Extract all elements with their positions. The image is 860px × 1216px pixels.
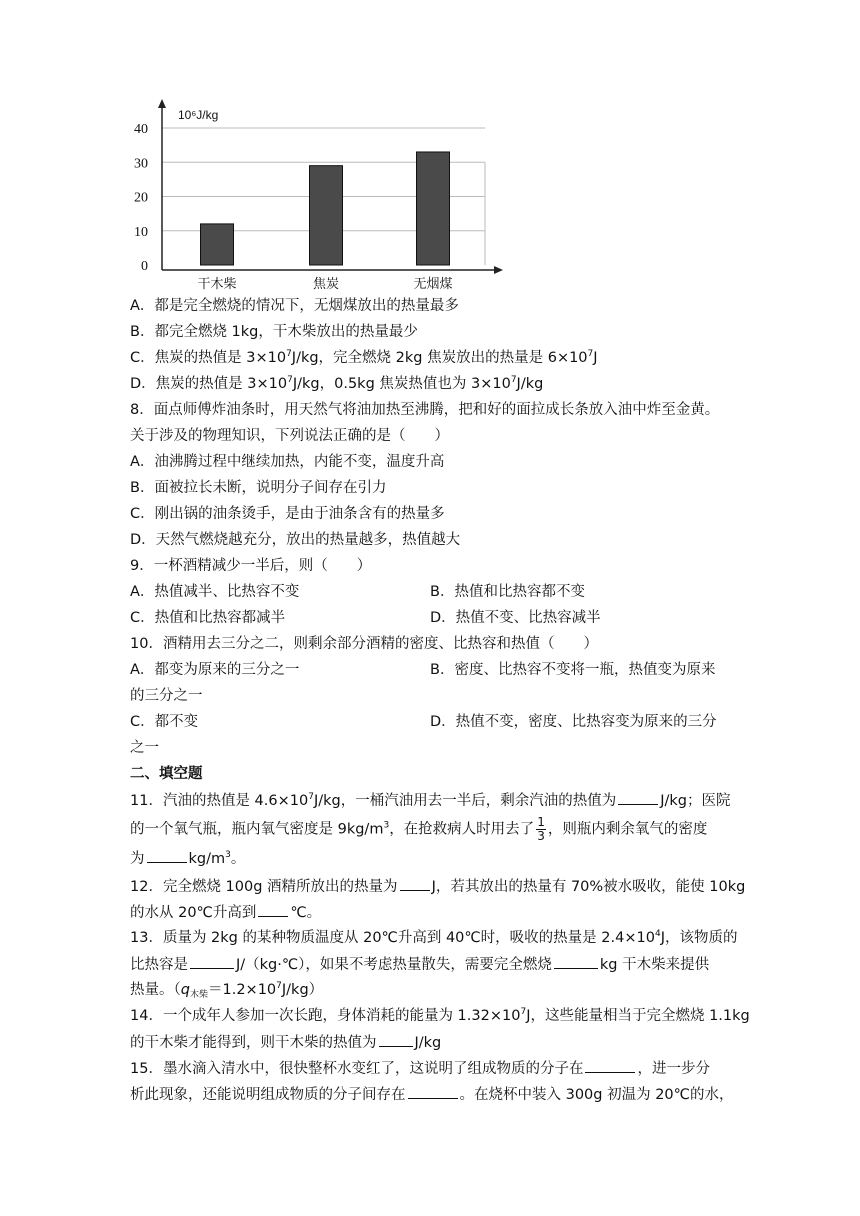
- bar-chart: [110, 95, 530, 295]
- chart-bars: [201, 152, 450, 265]
- chart-y-tick-labels: [134, 122, 148, 274]
- answer-blank[interactable]: [618, 790, 658, 805]
- answer-blank[interactable]: [585, 1058, 635, 1073]
- q7-option-a: A．都是完全燃烧的情况下，无烟煤放出的热量最多: [130, 298, 459, 314]
- answer-blank[interactable]: [190, 954, 234, 969]
- q11-line1: 11．汽油的热值是 $4.6\times 10^7J/kg$，一桶汽油用去一半后，剩余汽油的热值为 J/kg；医院: [130, 792, 731, 809]
- chart-category-labels: [197, 276, 452, 292]
- section-title-fill-in: 二、填空题: [130, 766, 203, 782]
- q12-line2: 的水从 20℃升高到 ℃。: [130, 902, 321, 923]
- q13-line2: 比热容是 J/（kg·℃），如果不考虑热量散失，需要完全燃烧 kg 干木柴来提供: [130, 954, 709, 975]
- q15-line2: 析此现象，还能说明组成物质的分子间存在 。在烧杯中装入 300g 初温为 20℃的水，: [130, 1084, 733, 1105]
- q10-option-b-continued: 的三分之一: [130, 688, 203, 704]
- answer-blank[interactable]: [379, 1032, 413, 1047]
- q9-option-d: D．热值不变、比热容减半: [430, 610, 601, 626]
- q10-option-b: B．密度、比热容不变将一瓶，热值变为原来: [430, 662, 716, 678]
- fraction-one-third: $\frac{1}{3}$: [537, 815, 545, 843]
- bar-2: [310, 166, 343, 265]
- q11-line3: 为 $kg/m^3$。: [130, 850, 246, 867]
- q10-stem: 10．酒精用去三分之二，则剩余部分酒精的密度、比热容和热值（ ）: [130, 636, 598, 652]
- y-unit-label: 10⁶J/kg: [178, 108, 219, 122]
- y-tick-label: 30: [134, 156, 148, 172]
- y-tick-label: 20: [134, 190, 148, 206]
- q10-option-d-continued: 之一: [130, 740, 159, 756]
- q9-option-a: A．热值减半、比热容不变: [130, 584, 300, 600]
- q9-option-b: B．热值和比热容都不变: [430, 584, 585, 600]
- q14-line1: 14．一个成年人参加一次长跑，身体消耗的能量为 $1.32\times 10^7J$，这些能量相当于完全燃烧 1.1kg: [130, 1007, 750, 1024]
- q13-line1: 13．质量为 2kg 的某种物质温度从 20℃升高到 40℃时，吸收的热量是 $2.4\times 10^4J$，该物质的: [130, 929, 738, 946]
- q12-line1: 12．完全燃烧 100g 酒精所放出的热量为 J，若其放出的热量有 70%被水吸收，能使 10kg: [130, 876, 745, 897]
- bar-3: [417, 152, 450, 265]
- q11-line2: 的一个氧气瓶，瓶内氧气密度是 $9kg/m^3$，在抢救病人时用去了 $\frac{1}{3}$ ，则瓶内剩余氧气的密度: [130, 815, 708, 843]
- y-tick-label: 40: [134, 122, 148, 137]
- category-label: 焦炭: [312, 277, 340, 292]
- answer-blank[interactable]: [147, 848, 187, 863]
- q14-line2: 的干木柴才能得到，则干木柴的热值为 J/kg: [130, 1032, 441, 1053]
- x-axis-arrow: [494, 266, 503, 274]
- q9-stem: 9．一杯酒精减少一半后，则（ ）: [130, 558, 372, 574]
- y-axis-arrow: [158, 99, 166, 108]
- q10-option-d: D．热值不变，密度、比热容变为原来的三分: [430, 714, 717, 730]
- category-label: 干木柴: [197, 277, 237, 292]
- answer-blank[interactable]: [400, 876, 430, 891]
- y-tick-label: 10: [134, 224, 148, 240]
- q15-line1: 15．墨水滴入清水中，很快整杯水变红了，这说明了组成物质的分子在 ，进一步分: [130, 1058, 710, 1079]
- q10-option-a: A．都变为原来的三分之一: [130, 662, 300, 678]
- answer-blank[interactable]: [408, 1084, 458, 1099]
- bar-1: [201, 224, 234, 265]
- q8-stem-line2: 关于涉及的物理知识，下列说法正确的是（ ）: [130, 428, 449, 444]
- q7-option-c: C．焦炭的热值是 $3\times 10^7J/kg$，完全燃烧 2kg 焦炭放出的热量是 $6\times 10^7J$: [130, 349, 598, 366]
- q9-option-c: C．热值和比热容都减半: [130, 610, 286, 626]
- q7-option-d: D．焦炭的热值是 $3\times 10^7J/kg$，0.5kg 焦炭热值也为 $3\times 10^7J/kg$: [130, 375, 544, 392]
- q8-option-a: A．油沸腾过程中继续加热，内能不变，温度升高: [130, 454, 445, 470]
- answer-blank[interactable]: [258, 902, 288, 917]
- category-label: 无烟煤: [413, 277, 453, 292]
- q13-line3: 热量。$(q_{木柴}=1.2\times 10^7J/kg)$: [130, 981, 324, 1000]
- answer-blank[interactable]: [554, 954, 598, 969]
- y-tick-label: 0: [141, 259, 148, 274]
- q10-option-c: C．都不变: [130, 714, 199, 730]
- q7-option-b: B．都完全燃烧 1kg，干木柴放出的热量最少: [130, 324, 418, 340]
- q8-option-c: C．刚出锅的油条烫手，是由于油条含有的热量多: [130, 506, 445, 522]
- q8-option-d: D．天然气燃烧越充分，放出的热量越多，热值越大: [130, 532, 461, 548]
- q8-stem-line1: 8．面点师傅炸油条时，用天然气将油加热至沸腾，把和好的面拉成长条放入油中炸至金黄。: [130, 402, 720, 418]
- q8-option-b: B．面被拉长未断，说明分子间存在引力: [130, 480, 387, 496]
